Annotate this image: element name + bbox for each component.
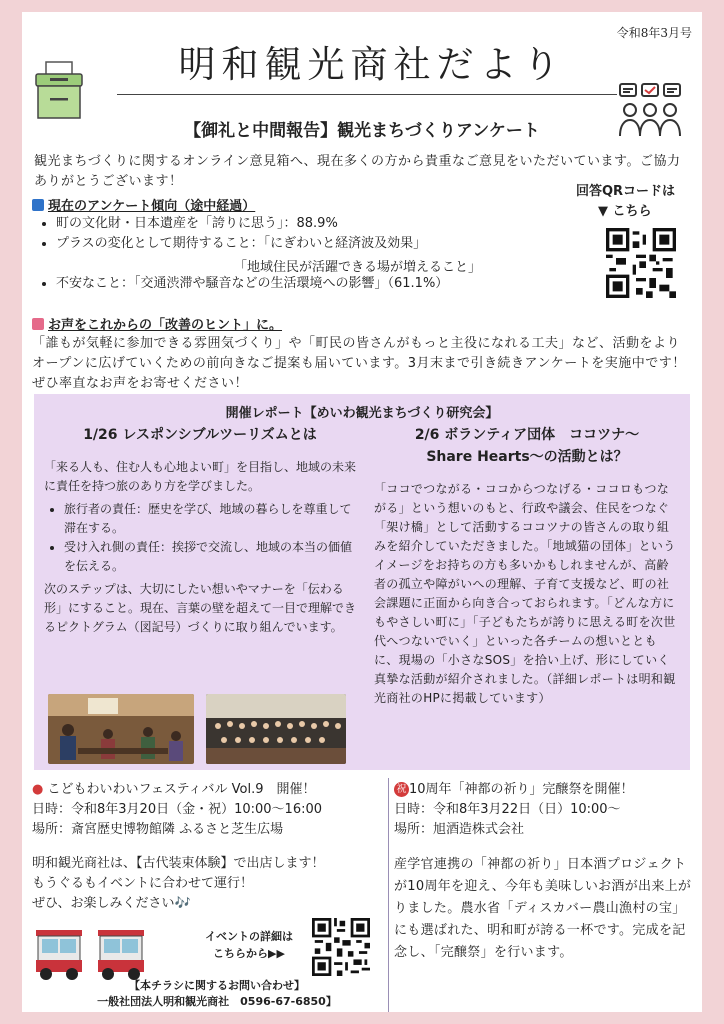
- report-right-title-line: 2/6 ボランティア団体 ココツナ～: [414, 427, 640, 443]
- celebration-badge-icon: 祝: [394, 782, 409, 797]
- event-report-section: [34, 394, 690, 770]
- trends-heading: [32, 195, 255, 214]
- report-left-outro: 次のステップは、大切にしたい想いやマナーを「伝わる形」にすること。現在、言葉の壁を超えて一目で理解できるピクトグラム（図記号）づくりに取り組んでいます。: [44, 582, 357, 634]
- trends-heading-text: 現在のアンケート傾向（途中経過）: [48, 199, 256, 214]
- report-left-intro: 「来る人も、住む人も心地よい町」を目指し、地域の未来に責任を持つ旅のあり方を学びました。: [44, 460, 357, 493]
- report-heading: 開催レポート【めいわ観光まちづくり研究会】: [225, 406, 499, 421]
- report-right-title-line: Share Hearts～の活動とは？: [426, 449, 628, 465]
- festival-place: 場所：斎宮歴史博物館隣 ふるさと芝生広場: [32, 822, 284, 837]
- list-item: • プラスの変化として期待すること：「にぎわいと経済波及効果」: [56, 234, 448, 254]
- contact-line: 【本チラシに関するお問い合わせ】: [129, 979, 305, 992]
- anniversary-body: 産学官連携の「神都の祈り」日本酒プロジェクトが10周年を迎え、今年も美味しいお酒が出来上がりました。農水省「ディスカバー農山漁村の宝」にも選ばれた、明和町が誇る一杯です。完成を記念し、「完醸祭」を行います。: [394, 857, 692, 960]
- qr-label-line: 回答QRコードは: [576, 184, 676, 199]
- list-item: • 受け入れ側の責任：挨拶で交流し、地域の本当の価値を伝える。: [64, 538, 356, 576]
- pin-icon: ●: [32, 782, 44, 797]
- chart-icon: [32, 199, 44, 211]
- report-right-column: [374, 424, 680, 708]
- survey-heading: 【御礼と中間報告】観光まちづくりアンケート: [184, 121, 540, 141]
- issue-date: 令和8年3月号: [616, 26, 692, 40]
- contact-line: 一般社団法人明和観光商社 0596-67-6850】: [97, 995, 337, 1008]
- ballot-box-icon: [32, 60, 86, 122]
- event-details-link[interactable]: [190, 928, 308, 962]
- hints-heading: [32, 314, 282, 333]
- anniversary-section: [394, 780, 694, 964]
- qr-label-line: ▼ こちら: [598, 204, 652, 219]
- contact-info: [42, 978, 392, 1010]
- event-link-line: こちらから▶▶: [213, 947, 285, 960]
- hints-heading-text: お声をこれからの「改善のヒント」に。: [48, 318, 283, 333]
- report-right-title: [374, 424, 680, 468]
- festival-body-2: もうぐるもイベントに合わせて運行！: [32, 876, 254, 891]
- survey-qr-code[interactable]: [606, 228, 676, 298]
- survey-intro: 観光まちづくりに関するオンライン意見箱へ、現在多くの方から貴重なご意見をいただいています。ご協力ありがとうございます！: [34, 154, 681, 189]
- trend-continuation: 「地域住民が活躍できる場が増えること」: [234, 260, 482, 275]
- report-left-column: [44, 424, 356, 637]
- workshop-photo: [48, 694, 194, 764]
- bus-cart-icon: [32, 924, 150, 984]
- festival-title: [32, 780, 386, 800]
- anniversary-title-text: 10周年「神都の祈り」完醸祭を開催！: [409, 782, 634, 797]
- list-item: • 旅行者の責任：歴史を学び、地域の暮らしを尊重して滞在する。: [64, 500, 356, 538]
- list-item: • 町の文化財・日本遺産を「誇りに思う」：88.9%: [56, 214, 448, 234]
- newsletter-page: [22, 12, 702, 1012]
- anniversary-place: 場所：旭酒造株式会社: [394, 822, 525, 837]
- report-left-title: 1/26 レスポンシブルツーリズムとは: [83, 427, 317, 443]
- hints-text: 「誰もが気軽に参加できる雰囲気づくり」や「町民の皆さんがもっと主役になれる工夫」など、活動をよりオープンに広げていくための前向きなご提案も届いています。3月末まで引き続きアンケートを実施中です！ぜひ率直なお声をお寄せください！: [32, 336, 686, 391]
- festival-body-3: ぜひ、お楽しみください🎶: [32, 896, 191, 911]
- festival-date: 日時：令和8年3月20日（金・祝）10:00～16:00: [32, 802, 323, 817]
- trends-list: [36, 214, 448, 294]
- report-right-body: 「ココでつながる・ココからつなげる・ココロもつながる」という想いのもと、行政や議会、住民をつなぐ「架け橋」として活動するココツナの皆さんの取り組みを紹介していただきました。「地域猫の団体」というイメージをお持ちの方も多いかもしれませんが、高齢者の孤立や障がいへの理解、子育て支援など、町の社会課題に正面から向き合っておられます。「どんな方にもやさしい町に」「子どもたちが誇りに思える町を次世代へつないでいく」といった各チームの想いとともに、現場の「小さなSOS」を拾い上げ、形にしていく真摯な活動が紹介されました。（詳細レポートは明和観光商社のHPに掲載しています）: [374, 482, 676, 705]
- column-divider: [388, 778, 389, 1012]
- heart-letter-icon: [32, 318, 44, 330]
- list-item: • 不安なこと：「交通渋滞や騒音などの生活環境への影響」（61.1%）: [56, 274, 448, 294]
- festival-body-1: 明和観光商社は、【古代装束体験】で出店します！: [32, 856, 325, 871]
- qr-label: [576, 182, 696, 222]
- group-photo: [206, 694, 346, 764]
- anniversary-title: [394, 780, 694, 800]
- festival-title-text: こどもわいわいフェスティバル Vol.9 開催！: [47, 782, 316, 797]
- festival-section: [32, 780, 386, 914]
- anniversary-date: 日時：令和8年3月22日（日）10:00～: [394, 802, 621, 817]
- event-link-line: イベントの詳細は: [205, 930, 293, 943]
- report-left-list: [44, 500, 356, 576]
- event-qr-code[interactable]: [312, 918, 370, 976]
- title-divider: [117, 94, 617, 95]
- newsletter-title: 明和観光商社だより: [178, 43, 566, 86]
